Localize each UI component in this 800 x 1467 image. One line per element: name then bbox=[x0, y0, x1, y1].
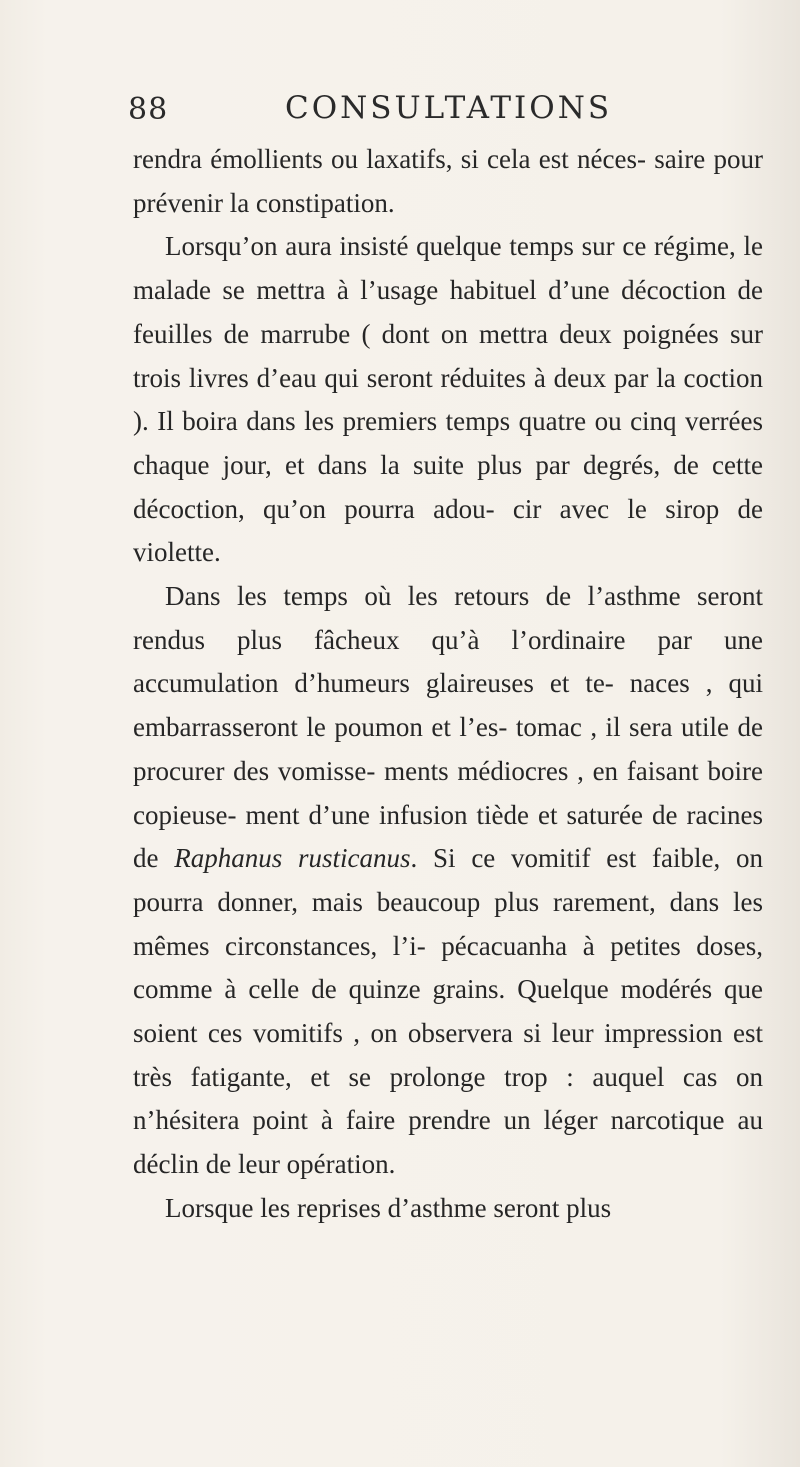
latin-plant-name: Raphanus rusticanus bbox=[174, 843, 411, 874]
paragraph-3 bbox=[133, 575, 763, 1187]
body-text bbox=[133, 138, 763, 1231]
page-number: 88 bbox=[128, 92, 169, 127]
paragraph-2: Lorsqu’on aura insisté quelque temps sur ce régime, le malade se mettra à l’usage habituel d’une décoction de feuilles de marrube ( dont on mettra deux poignées sur trois livres d’eau qui seront réduites à deux par la coction ). Il boira dans les premiers temps quatre ou cinq verrées chaque jour, et dans la suite plus par degrés, de cette décoction, qu’on pourra adou- cir avec le sirop de violette. bbox=[133, 231, 763, 568]
page-header bbox=[128, 88, 748, 132]
paragraph-1: rendra émollients ou laxatifs, si cela est néces- saire pour prévenir la constipation. bbox=[133, 144, 763, 218]
running-head: CONSULTATIONS bbox=[285, 90, 613, 126]
paragraph-4: Lorsque les reprises d’asthme seront plus bbox=[165, 1192, 612, 1223]
paragraph-3-text-after: . Si ce vomitif est faible, on pourra donner, mais beaucoup plus rarement, dans les mêmes circonstances, l’i- pécacuanha à petites doses, comme à celle de quinze grains. Quelque modérés que soient ces vomitifs , on observera si leur impression est très fatigante, et se prolonge trop : auquel cas on n’hésitera point à faire prendre un léger narcotique au déclin de leur opération. bbox=[133, 843, 764, 1180]
paragraph-3-text-before: Dans les temps où les retours de l’asthme seront rendus plus fâcheux qu’à l’ordinaire par une accumulation d’humeurs glaireuses et te- naces , qui embarrasseront le poumon et l’es- tomac , il sera utile de procurer des vomisse- ments médiocres , en faisant boire copieuse- ment d’une infusion tiède et saturée de racines de bbox=[133, 581, 763, 874]
